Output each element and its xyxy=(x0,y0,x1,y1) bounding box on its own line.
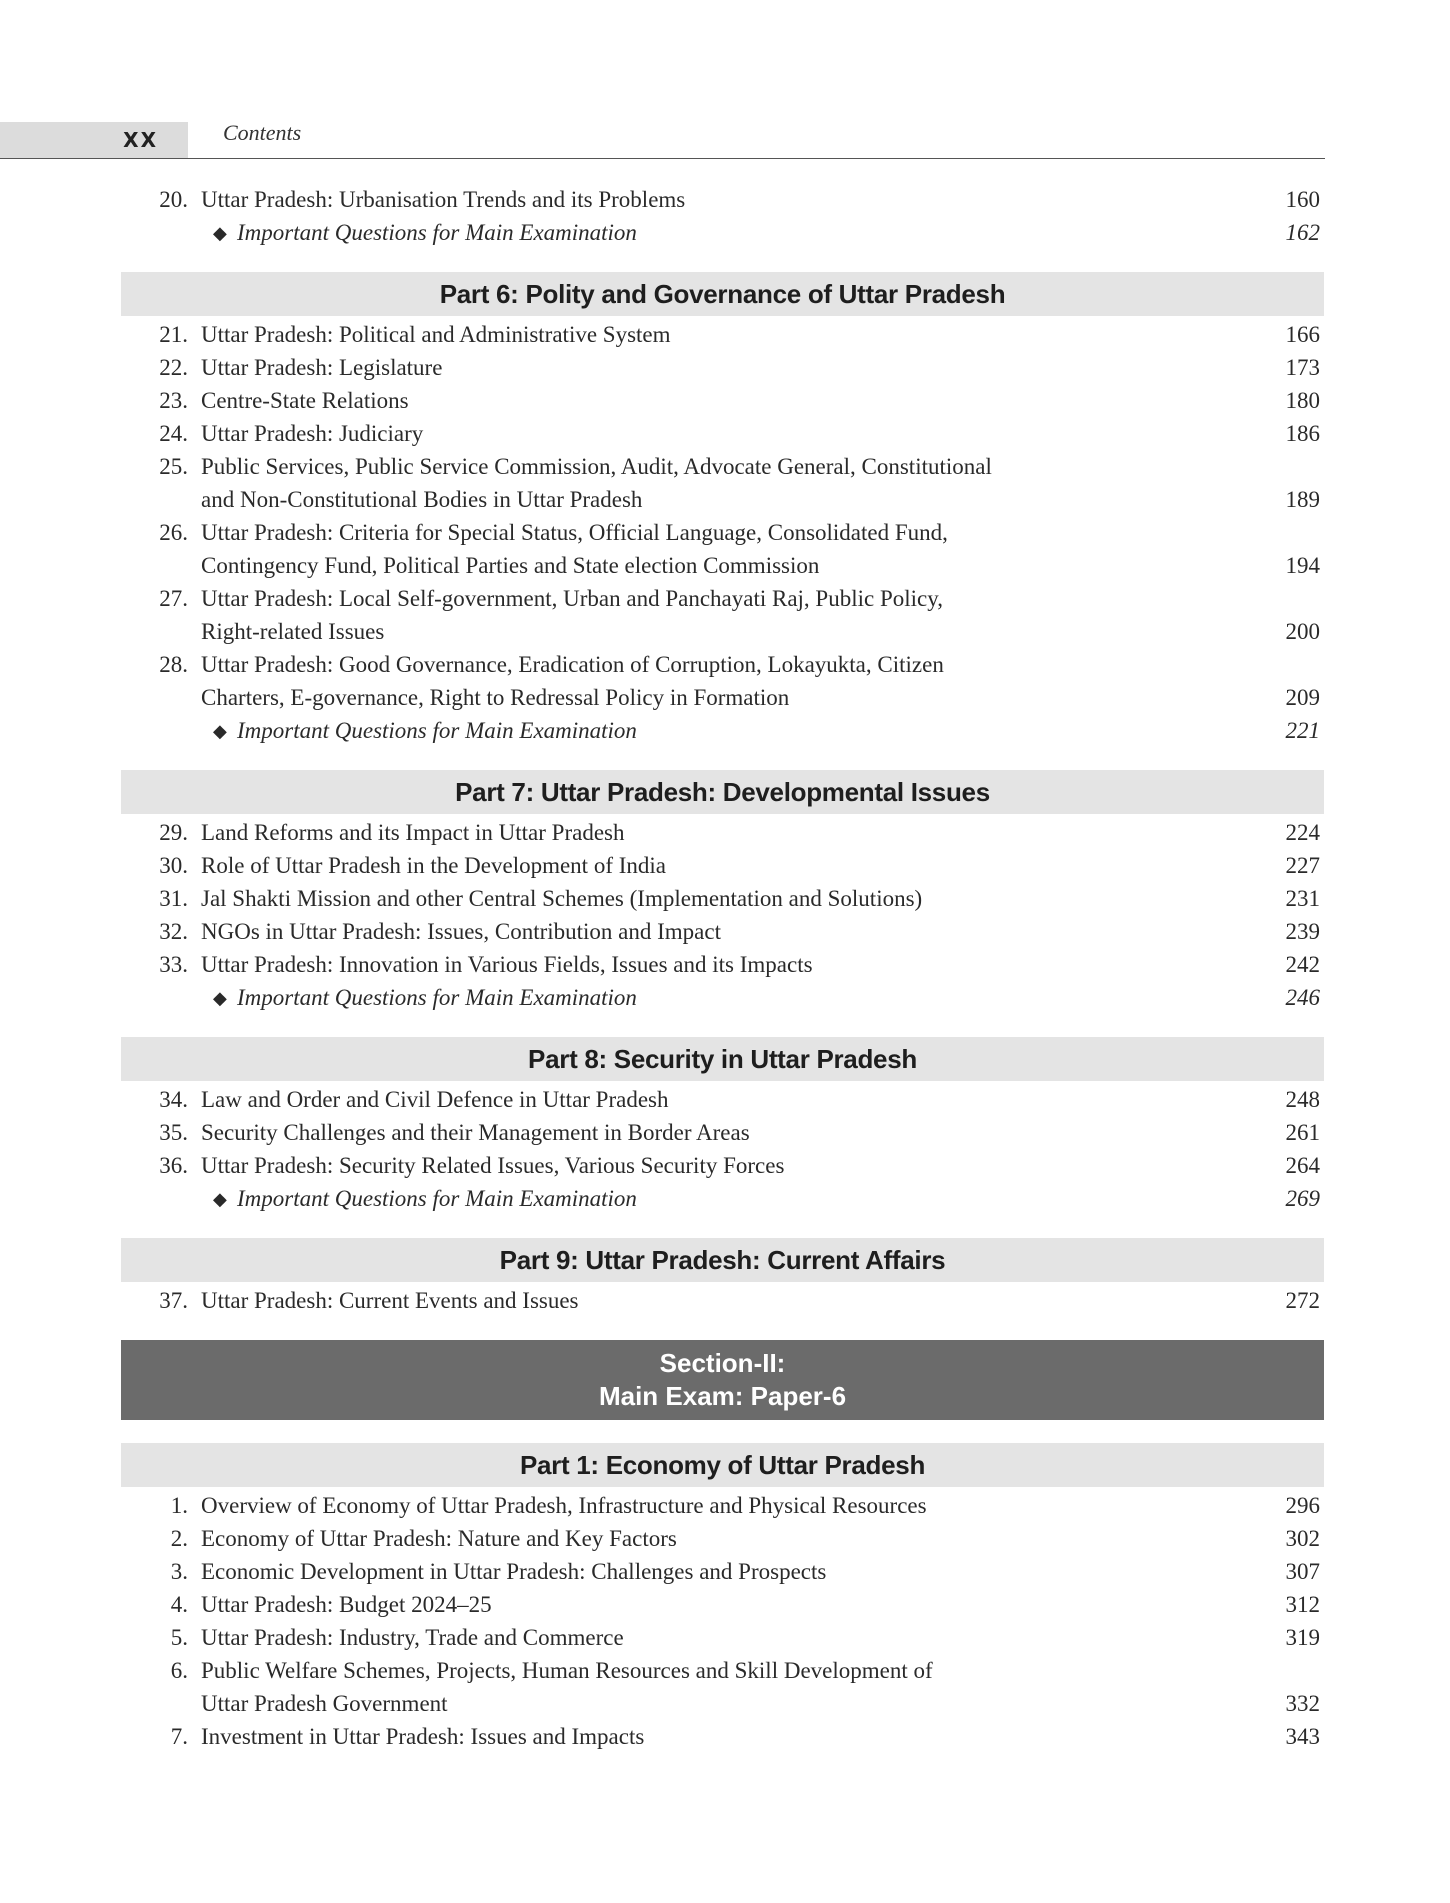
chapter-number: 30. xyxy=(159,853,188,878)
toc-entry[interactable] xyxy=(121,849,1324,882)
chapter-number: 31. xyxy=(159,886,188,911)
page-number: 209 xyxy=(1285,685,1320,710)
chapter-number: 25. xyxy=(159,454,188,479)
spacer xyxy=(121,249,1324,272)
page-number: 224 xyxy=(1285,820,1320,845)
chapter-number: 2. xyxy=(170,1526,188,1551)
page-number: 272 xyxy=(1285,1288,1320,1313)
entry-title xyxy=(201,1116,1184,1149)
chapter-number: 1. xyxy=(170,1493,188,1518)
section-heading-line: Section-II: xyxy=(659,1348,786,1378)
spacer xyxy=(121,1420,1324,1443)
entry-title xyxy=(201,648,1184,714)
toc-entry[interactable] xyxy=(121,948,1324,981)
chapter-number: 37. xyxy=(159,1288,188,1313)
chapter-number: 23. xyxy=(159,388,188,413)
toc-entry[interactable] xyxy=(121,582,1324,648)
chapter-number: 34. xyxy=(159,1087,188,1112)
spacer xyxy=(121,747,1324,770)
entry-title-line: Uttar Pradesh: Urbanisation Trends and its Problems xyxy=(201,187,686,212)
page-number: 189 xyxy=(1285,487,1320,512)
entry-title-line: Economy of Uttar Pradesh: Nature and Key Factors xyxy=(201,1526,677,1551)
page-number: 261 xyxy=(1285,1120,1320,1145)
entry-title xyxy=(201,882,1184,915)
entry-title xyxy=(201,582,1184,648)
page-number: 307 xyxy=(1285,1559,1320,1584)
entry-title: Important Questions for Main Examination xyxy=(237,985,637,1010)
entry-title-line: Contingency Fund, Political Parties and State election Commission xyxy=(201,553,820,578)
chapter-number: 28. xyxy=(159,652,188,677)
toc-entry[interactable] xyxy=(121,1621,1324,1654)
page-number: 200 xyxy=(1285,619,1320,644)
entry-title-line: Charters, E-governance, Right to Redressal Policy in Formation xyxy=(201,685,790,710)
page-number: 180 xyxy=(1285,388,1320,413)
entry-title xyxy=(201,1588,1184,1621)
diamond-bullet-icon: ◆ xyxy=(213,223,227,243)
toc-entry[interactable] xyxy=(121,417,1324,450)
entry-title-line: Uttar Pradesh: Current Events and Issues xyxy=(201,1288,579,1313)
page-number: 227 xyxy=(1285,853,1320,878)
entry-title xyxy=(201,1522,1184,1555)
entry-title-line: Jal Shakti Mission and other Central Schemes (Implementation and Solutions) xyxy=(201,886,923,911)
important-questions-entry[interactable] xyxy=(121,1182,1324,1215)
entry-title xyxy=(201,183,1184,216)
toc-entry[interactable] xyxy=(121,1654,1324,1720)
toc-entry[interactable] xyxy=(121,384,1324,417)
entry-title xyxy=(201,450,1184,516)
chapter-number: 3. xyxy=(170,1559,188,1584)
entry-title: Important Questions for Main Examination xyxy=(237,220,637,245)
spacer xyxy=(121,1215,1324,1238)
entry-title xyxy=(201,417,1184,450)
entry-title xyxy=(201,849,1184,882)
diamond-bullet-icon: ◆ xyxy=(213,721,227,741)
entry-title-line: Uttar Pradesh: Good Governance, Eradication of Corruption, Lokayukta, Citizen xyxy=(201,652,944,677)
entry-title-line: Uttar Pradesh Government xyxy=(201,1691,448,1716)
entry-title-line: Uttar Pradesh: Legislature xyxy=(201,355,443,380)
toc-entry[interactable] xyxy=(121,1116,1324,1149)
page-number: 173 xyxy=(1285,355,1320,380)
section-heading xyxy=(121,1340,1324,1420)
toc-entry[interactable] xyxy=(121,882,1324,915)
chapter-number: 36. xyxy=(159,1153,188,1178)
entry-title xyxy=(201,1284,1184,1317)
entry-title-line: Uttar Pradesh: Criteria for Special Status, Official Language, Consolidated Fund, xyxy=(201,520,948,545)
entry-title xyxy=(201,516,1184,582)
page-number: 162 xyxy=(1285,220,1320,245)
entry-title xyxy=(201,816,1184,849)
toc-block xyxy=(121,1443,1324,1753)
entry-title xyxy=(201,1489,1184,1522)
entry-title-line: and Non-Constitutional Bodies in Uttar Pradesh xyxy=(201,487,643,512)
entry-title-line: Role of Uttar Pradesh in the Development of India xyxy=(201,853,666,878)
page-number: 242 xyxy=(1285,952,1320,977)
toc-entry[interactable] xyxy=(121,351,1324,384)
page-number: 239 xyxy=(1285,919,1320,944)
page-number: 264 xyxy=(1285,1153,1320,1178)
important-questions-entry[interactable] xyxy=(121,981,1324,1014)
chapter-number: 33. xyxy=(159,952,188,977)
diamond-bullet-icon: ◆ xyxy=(213,1189,227,1209)
entry-title xyxy=(201,1720,1184,1753)
toc-entry[interactable] xyxy=(121,816,1324,849)
toc-block xyxy=(121,1037,1324,1215)
entry-title-line: Uttar Pradesh: Innovation in Various Fields, Issues and its Impacts xyxy=(201,952,813,977)
chapter-number: 6. xyxy=(170,1658,188,1683)
entry-title xyxy=(201,948,1184,981)
toc-entry[interactable] xyxy=(121,450,1324,516)
entry-title-line: Land Reforms and its Impact in Uttar Pradesh xyxy=(201,820,625,845)
page-number: 166 xyxy=(1285,322,1320,347)
entry-title-line: Law and Order and Civil Defence in Uttar Pradesh xyxy=(201,1087,669,1112)
toc-entry[interactable] xyxy=(121,1489,1324,1522)
page-number: 269 xyxy=(1285,1186,1320,1211)
toc-entry[interactable] xyxy=(121,318,1324,351)
table-of-contents xyxy=(121,183,1324,1753)
toc-entry[interactable] xyxy=(121,915,1324,948)
page-number: 302 xyxy=(1285,1526,1320,1551)
page-number: 231 xyxy=(1285,886,1320,911)
entry-title xyxy=(201,351,1184,384)
entry-title-line: Investment in Uttar Pradesh: Issues and Impacts xyxy=(201,1724,645,1749)
toc-block xyxy=(121,183,1324,249)
toc-block xyxy=(121,272,1324,747)
part-heading: Part 1: Economy of Uttar Pradesh xyxy=(121,1443,1324,1487)
entry-title-line: Centre-State Relations xyxy=(201,388,409,413)
entry-title: Important Questions for Main Examination xyxy=(237,1186,637,1211)
entry-title xyxy=(201,1654,1184,1720)
toc-entry[interactable] xyxy=(121,1588,1324,1621)
page-number: 246 xyxy=(1285,985,1320,1010)
page-number: 296 xyxy=(1285,1493,1320,1518)
entry-title-line: Overview of Economy of Uttar Pradesh, Infrastructure and Physical Resources xyxy=(201,1493,927,1518)
diamond-bullet-icon: ◆ xyxy=(213,988,227,1008)
entry-title xyxy=(201,1555,1184,1588)
toc-entry[interactable] xyxy=(121,516,1324,582)
entry-title xyxy=(201,915,1184,948)
entry-title-line: Uttar Pradesh: Budget 2024–25 xyxy=(201,1592,492,1617)
toc-entry[interactable] xyxy=(121,1555,1324,1588)
entry-title-line: Security Challenges and their Management in Border Areas xyxy=(201,1120,750,1145)
entry-title-line: Uttar Pradesh: Industry, Trade and Commerce xyxy=(201,1625,624,1650)
part-heading: Part 7: Uttar Pradesh: Developmental Issues xyxy=(121,770,1324,814)
chapter-number: 29. xyxy=(159,820,188,845)
entry-title xyxy=(201,1083,1184,1116)
chapter-number: 22. xyxy=(159,355,188,380)
entry-title-line: Uttar Pradesh: Security Related Issues, Various Security Forces xyxy=(201,1153,785,1178)
entry-title-line: NGOs in Uttar Pradesh: Issues, Contribution and Impact xyxy=(201,919,721,944)
chapter-number: 26. xyxy=(159,520,188,545)
toc-entry[interactable] xyxy=(121,1149,1324,1182)
entry-title: Important Questions for Main Examination xyxy=(237,718,637,743)
chapter-number: 32. xyxy=(159,919,188,944)
spacer xyxy=(121,1014,1324,1037)
entry-title-line: Uttar Pradesh: Judiciary xyxy=(201,421,424,446)
running-header xyxy=(0,118,1325,159)
entry-title-line: Public Welfare Schemes, Projects, Human Resources and Skill Development of xyxy=(201,1658,933,1683)
toc-entry[interactable] xyxy=(121,1284,1324,1317)
chapter-number: 4. xyxy=(170,1592,188,1617)
section-block xyxy=(121,1340,1324,1420)
part-heading: Part 6: Polity and Governance of Uttar Pradesh xyxy=(121,272,1324,316)
chapter-number: 20. xyxy=(159,187,188,212)
chapter-number: 35. xyxy=(159,1120,188,1145)
part-heading: Part 9: Uttar Pradesh: Current Affairs xyxy=(121,1238,1324,1282)
page-number: XX xyxy=(0,122,188,158)
entry-title xyxy=(201,1621,1184,1654)
chapter-number: 24. xyxy=(159,421,188,446)
entry-title-line: Economic Development in Uttar Pradesh: Challenges and Prospects xyxy=(201,1559,827,1584)
page-number: 221 xyxy=(1285,718,1320,743)
page-number: 160 xyxy=(1285,187,1320,212)
page-number: 194 xyxy=(1285,553,1320,578)
important-questions-entry[interactable] xyxy=(121,216,1324,249)
toc-block xyxy=(121,770,1324,1014)
spacer xyxy=(121,1317,1324,1340)
toc-block xyxy=(121,1238,1324,1317)
chapter-number: 5. xyxy=(170,1625,188,1650)
important-questions-entry[interactable] xyxy=(121,714,1324,747)
page-number: 343 xyxy=(1285,1724,1320,1749)
toc-entry[interactable] xyxy=(121,183,1324,216)
running-title: Contents xyxy=(223,120,302,145)
page-number: 248 xyxy=(1285,1087,1320,1112)
entry-title-line: Right-related Issues xyxy=(201,619,385,644)
page-number: 332 xyxy=(1285,1691,1320,1716)
toc-entry[interactable] xyxy=(121,648,1324,714)
entry-title xyxy=(201,384,1184,417)
toc-entry[interactable] xyxy=(121,1720,1324,1753)
toc-entry[interactable] xyxy=(121,1522,1324,1555)
page-number: 319 xyxy=(1285,1625,1320,1650)
chapter-number: 27. xyxy=(159,586,188,611)
entry-title-line: Uttar Pradesh: Political and Administrative System xyxy=(201,322,671,347)
entry-title xyxy=(201,318,1184,351)
part-heading: Part 8: Security in Uttar Pradesh xyxy=(121,1037,1324,1081)
entry-title-line: Uttar Pradesh: Local Self-government, Urban and Panchayati Raj, Public Policy, xyxy=(201,586,943,611)
entry-title xyxy=(201,1149,1184,1182)
page-number: 186 xyxy=(1285,421,1320,446)
entry-title-line: Public Services, Public Service Commission, Audit, Advocate General, Constitutional xyxy=(201,454,992,479)
toc-entry[interactable] xyxy=(121,1083,1324,1116)
section-heading-line: Main Exam: Paper-6 xyxy=(598,1381,847,1411)
chapter-number: 21. xyxy=(159,322,188,347)
chapter-number: 7. xyxy=(170,1724,188,1749)
page-number: 312 xyxy=(1285,1592,1320,1617)
